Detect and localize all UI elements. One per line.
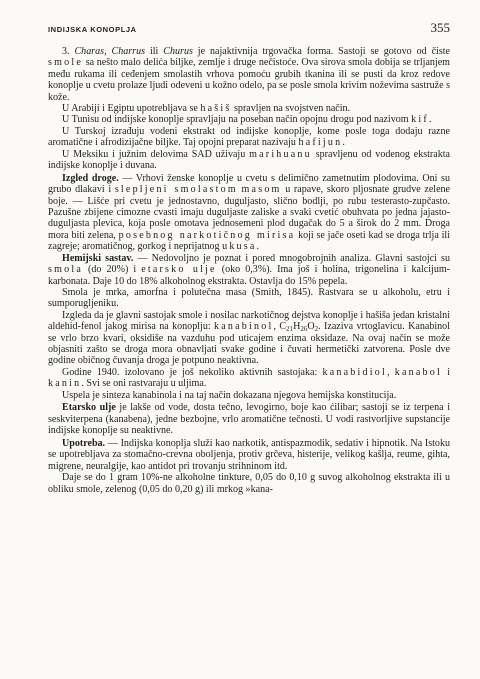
spaced-term: hašiš <box>200 103 232 115</box>
spaced-term: smole <box>48 57 83 69</box>
spaced-term: hafijun <box>298 137 343 149</box>
section-hemijski-sastav: Hemijski sastav. — Nedovoljno je poznat i pored mnogobrojnih analiza. Glavni sastojci su smola (do 20%) i etarsko ulje (oko 0,3%). Ima još i holina, trigonelina i kalcijum-karbonata. Daje 10 do 18% alkoholnog ekstrakta. Ostavlja do 15% pepela. <box>48 252 451 287</box>
section-heading: Hemijski sastav. <box>62 252 134 264</box>
paragraph-kif: U Tunisu od indijske konoplje spravljaju na poseban način opojnu drogu pod nazivom kif. <box>62 114 432 126</box>
inline-mark: 26 <box>300 325 308 334</box>
spaced-term: smola <box>48 264 83 276</box>
paragraph-hafijun: U Turskoj izrađuju vodeni ekstrakt od indijske konoplje, kome posle toga dodaju razne aromatične i afrodizijačne biljke. Taj opojni preparat nazivaju hafijun. <box>48 125 450 149</box>
body-text <box>48 46 450 495</box>
section-upotreba: Upotreba. — Indijska konoplja služi kao narkotik, antispazmodik, sedativ i hipnotik. Na Istoku se upotrebljava za stomačno-crevna oboljenja, protiv grčeva, histerije, velikog kašlja, reume, gihta, migrene, neuralgije, kao antidot pri trovanju strihninom itd. <box>48 437 450 472</box>
italic-term: Charas, Charrus <box>74 46 146 57</box>
paragraph-sinteza: Uspela je sinteza kanabinola i na taj način dokazana njegova hemijska konstitucija. <box>62 389 397 401</box>
running-head: INDIJSKA KONOPLJA <box>48 25 137 34</box>
inline-mark: 2 <box>314 325 319 334</box>
spaced-term: masom <box>241 184 282 196</box>
page-header <box>48 20 450 46</box>
spaced-term: kanabidiol <box>322 366 387 378</box>
section-heading: Etarsko ulje <box>62 402 116 414</box>
spaced-term: ukusa <box>222 241 257 253</box>
spaced-term: kif <box>411 114 429 126</box>
paragraph-charas: 3. Charas, Charrus ili Churus je najaktivnija trgovačka forma. Sastoji se gotovo od čiste smole sa nešto malo delića biljke, zemlje i druge nečistoće. Ova sirova smola dobija se trljanjem među rukama ili ceđenjem smolastih vrhova pomoću grubih tkanina ili se pusti da kroz redove konoplje u cvetu prolaze ljudi odeveni u kožno odelo, pa se posle smola krivim noževima sastruže s kože. <box>48 46 450 103</box>
spaced-term: marihuanu <box>249 148 312 160</box>
inline-mark: 21 <box>286 325 294 334</box>
paragraph-kanabinol: Izgleda da je glavni sastojak smole i nosilac narkotičnog dejstva konoplje i hašiša jedan kristalni aldehid-fenol jakog mirisa na konoplju: kanabinol, $C_{21}H_{26}O_2$. Izaziva vrtoglavicu. Kanabinol se vrlo brzo kvari, oksidiše na vazduhu pod uticajem enzima oksidaze. Na ovaj način se može objasniti zašto se droga mora obnavljati svake godine i čuvati hermetički zatvorena. Posle dve godine običnog čuvanja droga je potpuno neaktivna. <box>48 309 450 367</box>
inline-mark: % <box>116 264 125 276</box>
section-izgled-droge: Izgled droge. — Vrhovi ženske konoplje u cvetu s delimično zametnutim plodovima. Oni su grubo dlakavi i slepljeni smolastom masom u rapave, skoro pljosnate grudve zelene boje. — Lišće pri cvetu je jednostavno, duguljasto, slično bodlji, po rubu testerasto-zupčasto. Pazušne zbijene cimozne cvasti imaju duguljaste zaliske a svaki cvetić obuhvata po jedna jajasto-duguljasta plevica, koja posle omotava jednosemeni plod dugačak do 5 a širok do 2 mm. Droga mora biti zelena, posebnog narkotičnog mirisa koji se jače oseti kad se droga trlja ili zagreje; aromatičnog, gorkog i neprijatnog ukusa. <box>48 172 451 253</box>
inline-mark: % <box>307 275 317 287</box>
spaced-term: posebnog narkotičnog mirisa <box>118 229 296 241</box>
paragraph-hasis: U Arabiji i Egiptu upotrebljava se hašiš spravljen na svojstven način. <box>62 103 351 115</box>
spaced-term: kanabol <box>394 366 442 378</box>
section-etarsko-ulje: Etarsko ulje je lakše od vode, dosta tečno, levogirno, boje kao ćilibar; sastoji se iz terpena i seskviterpena (kanabena), jedne bezbojne, vrlo aromatične tečnosti. U vodi rastvorljive supstancije indijske konoplje su neaktivne. <box>48 402 450 437</box>
paragraph-doziranje: Daje se do 1 gram 10%-ne alkoholne tinkture, 0,05 do 0,10 g suvog alkoholnog ekstrakta ili u obliku smole, zelenog (0,05 do 0,20 g) ili mrkog »kana- <box>48 472 450 495</box>
spaced-term: etarsko ulje <box>141 264 217 276</box>
paragraph-sastojci-1940: Godine 1940. izolovano je još nekoliko aktivnih sastojaka: kanabidiol, kanabol i kanin. Svi se oni rastvaraju u uljima. <box>48 366 450 390</box>
spaced-term: slepljeni smolastom <box>114 184 238 196</box>
page-number: 355 <box>430 20 450 35</box>
section-heading: Izgled droge. <box>62 172 119 184</box>
inline-mark: % <box>257 264 267 276</box>
italic-term: Churus <box>163 46 193 57</box>
paragraph-marihuana: U Meksiku i južnim delovima SAD uživaju marihuanu spravljenu od vodenog ekstrakta indijske konoplje i duvana. <box>48 148 450 172</box>
spaced-term: kanin <box>48 378 82 390</box>
paragraph-smola: Smola je mrka, amorfna i polutečna masa (Smith, 1845). Rastvara se u alkoholu, etru i sumporugljeniku. <box>48 286 450 310</box>
inline-mark: % <box>151 472 160 484</box>
section-heading: Upotreba. <box>62 437 106 449</box>
spaced-term: kanabinol <box>214 321 274 333</box>
inline-mark: % <box>149 275 158 287</box>
